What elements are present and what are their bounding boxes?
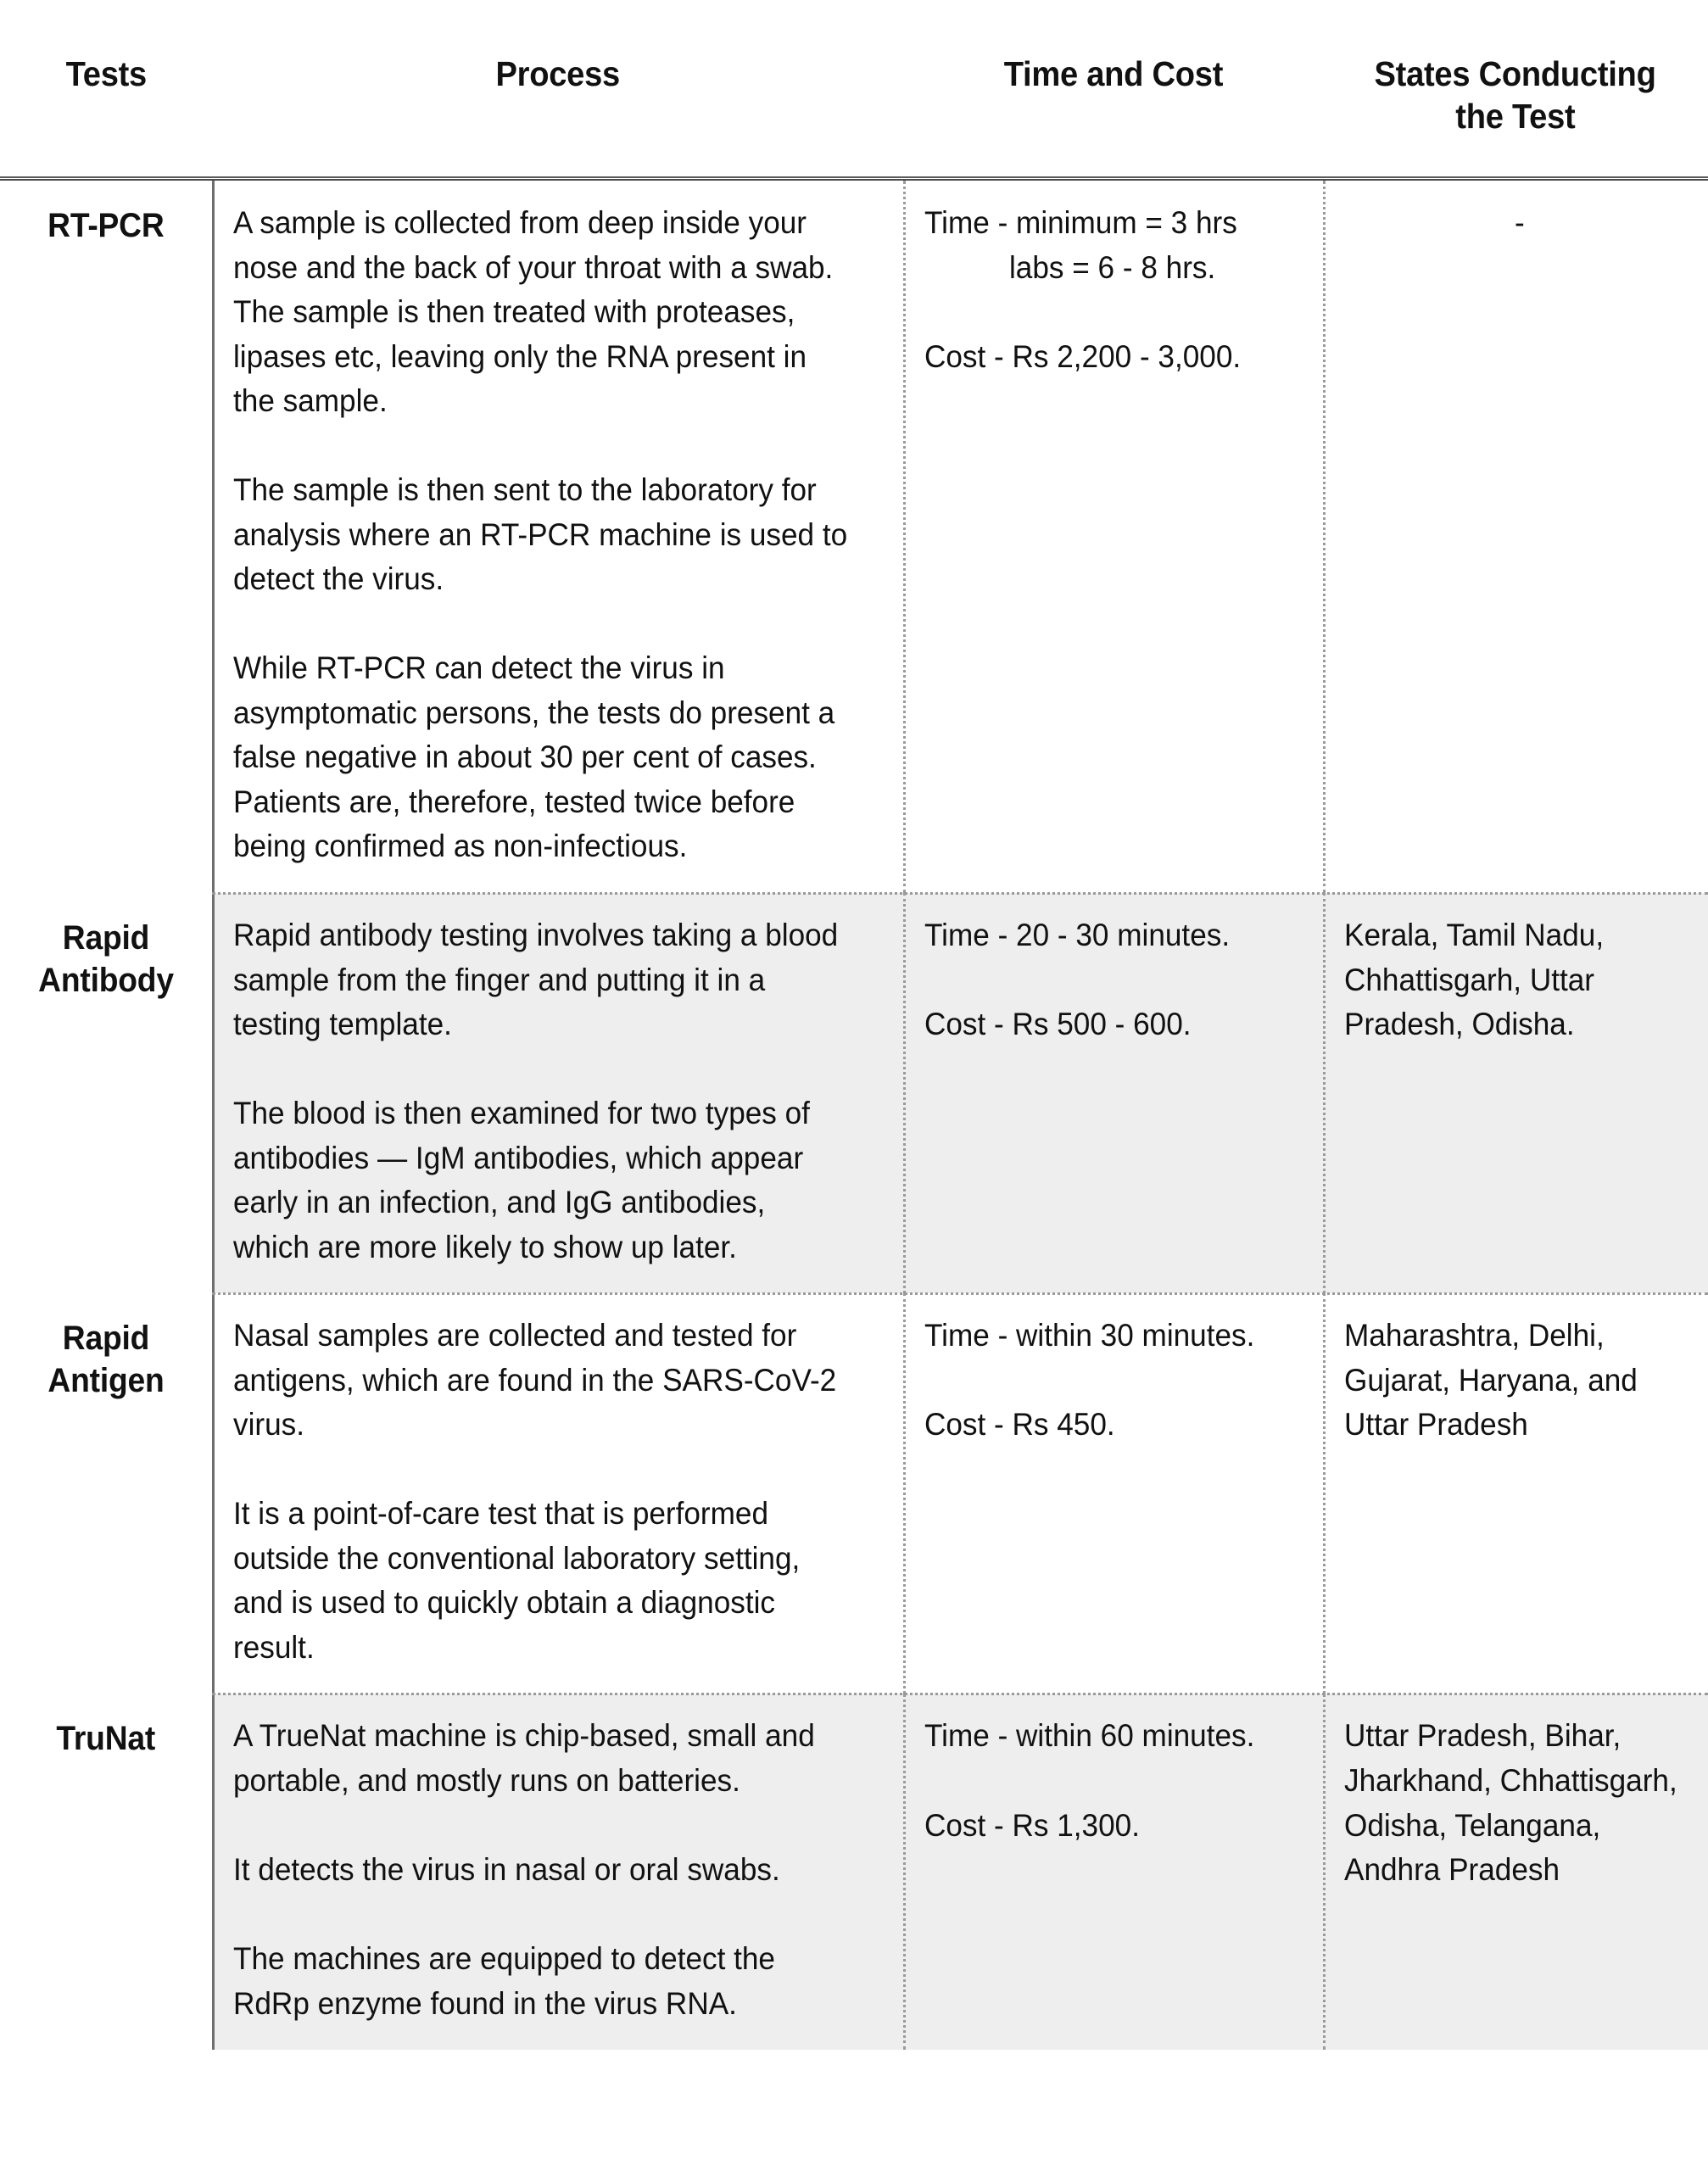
table-body [0, 181, 1708, 2050]
column-header-process-label: Process [495, 54, 620, 93]
table-row [0, 181, 1708, 893]
column-header-tests-label: Tests [65, 54, 147, 93]
column-header-states-line1: States Conducting [1374, 54, 1657, 93]
test-name-label: Rapid Antigen [47, 1320, 165, 1400]
process-paragraph: The blood is then examined for two types of antibodies — IgM antibodies, which appear early in an infection, and IgG antibodies, which are more likely to show up later. [233, 1096, 810, 1264]
table-row [0, 893, 1708, 1293]
cell-states [1323, 893, 1708, 1293]
cell-process [212, 1694, 903, 2050]
time-value: Time - 20 - 30 minutes. [924, 917, 1231, 952]
process-paragraph: It detects the virus in nasal or oral swabs. [233, 1852, 780, 1888]
cell-time-and-cost [903, 1293, 1323, 1694]
table-row [0, 1694, 1708, 2050]
process-paragraph: The sample is then sent to the laboratory for analysis where an RT-PCR machine is used to detect the virus. [233, 472, 848, 597]
cell-test-name [0, 181, 212, 893]
cell-states [1323, 1694, 1708, 2050]
column-header-process [212, 0, 903, 180]
process-paragraph: Nasal samples are collected and tested for antigens, which are found in the SARS-CoV-2 virus. [233, 1318, 837, 1443]
cell-test-name [0, 1293, 212, 1694]
cell-process [212, 181, 903, 893]
cell-time-and-cost [903, 181, 1323, 893]
process-paragraph: A sample is collected from deep inside your nose and the back of your throat with a swab. The sample is then treated with proteases, lipases etc, leaving only the RNA present in the sample. [233, 205, 834, 419]
column-header-time-and-cost [903, 0, 1323, 180]
test-name-label: TruNat [56, 1720, 156, 1758]
cell-states [1323, 1293, 1708, 1694]
cell-states [1323, 181, 1708, 893]
time-value: Time - minimum = 3 hrs [924, 205, 1237, 240]
cost-value: Cost - Rs 2,200 - 3,000. [924, 338, 1242, 374]
process-paragraph: The machines are equipped to detect the RdRp enzyme found in the virus RNA. [233, 1941, 775, 2021]
column-header-time-and-cost-label: Time and Cost [1003, 54, 1223, 93]
cost-value: Cost - Rs 450. [924, 1407, 1115, 1443]
cell-time-and-cost [903, 893, 1323, 1293]
cell-process [212, 1293, 903, 1694]
process-paragraph: It is a point-of-care test that is performed outside the conventional laboratory setting, and is used to quickly obtain a diagnostic result. [233, 1496, 801, 1665]
process-paragraph: A TrueNat machine is chip-based, small and portable, and mostly runs on batteries. [233, 1718, 815, 1798]
cell-test-name [0, 1694, 212, 2050]
column-header-tests [0, 0, 212, 180]
column-header-states-line2: the Test [1455, 97, 1576, 137]
cost-value: Cost - Rs 1,300. [924, 1807, 1140, 1843]
time-value: Time - within 60 minutes. [924, 1718, 1255, 1754]
cell-process [212, 893, 903, 1293]
column-header-states-conducting [1323, 0, 1708, 180]
cost-value: Cost - Rs 500 - 600. [924, 1007, 1192, 1042]
time-value-secondary: labs = 6 - 8 hrs. [1008, 249, 1216, 285]
table-header-row [0, 0, 1708, 180]
table-row [0, 1293, 1708, 1694]
time-value: Time - within 30 minutes. [924, 1318, 1255, 1353]
process-paragraph: While RT-PCR can detect the virus in asymptomatic persons, the tests do present a false negative in about 30 per cent of cases. Patients are, therefore, tested twice before being confirmed as non-infectious. [233, 650, 835, 864]
states-value: Uttar Pradesh, Bihar, Jharkhand, Chhattisgarh, Odisha, Telangana, Andhra Pradesh [1344, 1718, 1677, 1888]
cell-time-and-cost [903, 1694, 1323, 2050]
states-value: - [1515, 205, 1526, 240]
test-name-label: Rapid Antibody [38, 918, 174, 999]
states-value: Maharashtra, Delhi, Gujarat, Haryana, and Uttar Pradesh [1344, 1318, 1638, 1443]
states-value: Kerala, Tamil Nadu, Chhattisgarh, Uttar Pradesh, Odisha. [1344, 917, 1605, 1042]
process-paragraph: Rapid antibody testing involves taking a blood sample from the finger and putting it in a testing template. [233, 917, 839, 1042]
test-name-label: RT-PCR [47, 207, 165, 244]
cell-test-name [0, 893, 212, 1293]
